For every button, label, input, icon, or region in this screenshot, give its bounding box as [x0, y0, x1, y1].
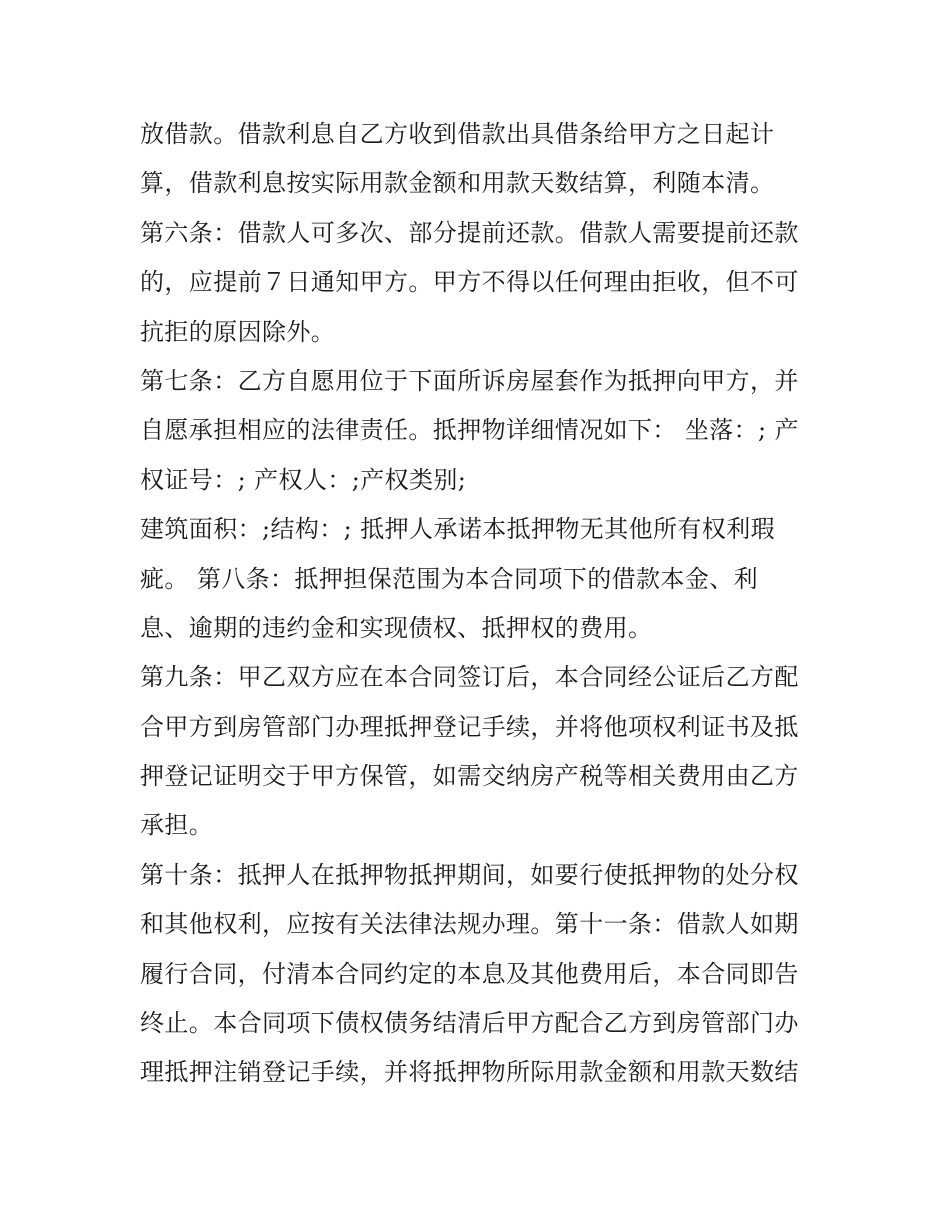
text-line: 自愿承担相应的法律责任。抵押物详细情况如下： 坐落：; 产	[140, 416, 799, 445]
text-line: 第六条：借款人可多次、部分提前还款。借款人需要提前还款	[140, 218, 799, 247]
text-line: 建筑面积：;结构：; 抵押人承诺本抵押物无其他所有权利瑕	[140, 515, 775, 544]
text-line: 押登记证明交于甲方保管，如需交纳房产税等相关费用由乙方	[140, 762, 799, 791]
text-line: 和其他权利，应按有关法律法规办理。第十一条：借款人如期	[140, 910, 799, 939]
text-line: 承担。	[140, 811, 214, 840]
document-body	[140, 110, 830, 1098]
text-line: 算，借款利息按实际用款金额和用款天数结算，利随本清。	[140, 169, 775, 198]
text-line: 第十条：抵押人在抵押物抵押期间，如要行使抵押物的处分权	[140, 860, 799, 889]
text-line: 合甲方到房管部门办理抵押登记手续，并将他项权利证书及抵	[140, 712, 799, 741]
text-line: 疵。 第八条：抵押担保范围为本合同项下的借款本金、利	[140, 564, 759, 593]
text-line: 的，应提前７日通知甲方。甲方不得以任何理由拒收，但不可	[140, 268, 799, 297]
text-line: 终止。本合同项下债权债务结清后甲方配合乙方到房管部门办	[140, 1009, 799, 1038]
text-line: 息、逾期的违约金和实现债权、抵押权的费用。	[140, 613, 653, 642]
text-line: 理抵押注销登记手续，并将抵押物所际用款金额和用款天数结	[140, 1058, 799, 1087]
text-line: 履行合同，付清本合同约定的本息及其他费用后，本合同即告	[140, 959, 799, 988]
text-line: 第九条：甲乙双方应在本合同签订后，本合同经公证后乙方配	[140, 663, 799, 692]
text-line: 抗拒的原因除外。	[140, 317, 336, 346]
text-line: 放借款。借款利息自乙方收到借款出具借条给甲方之日起计	[140, 120, 775, 148]
text-line: 权证号：; 产权人：;产权类别;	[140, 465, 467, 494]
text-line: 第七条：乙方自愿用位于下面所诉房屋套作为抵押向甲方，并	[140, 366, 799, 395]
